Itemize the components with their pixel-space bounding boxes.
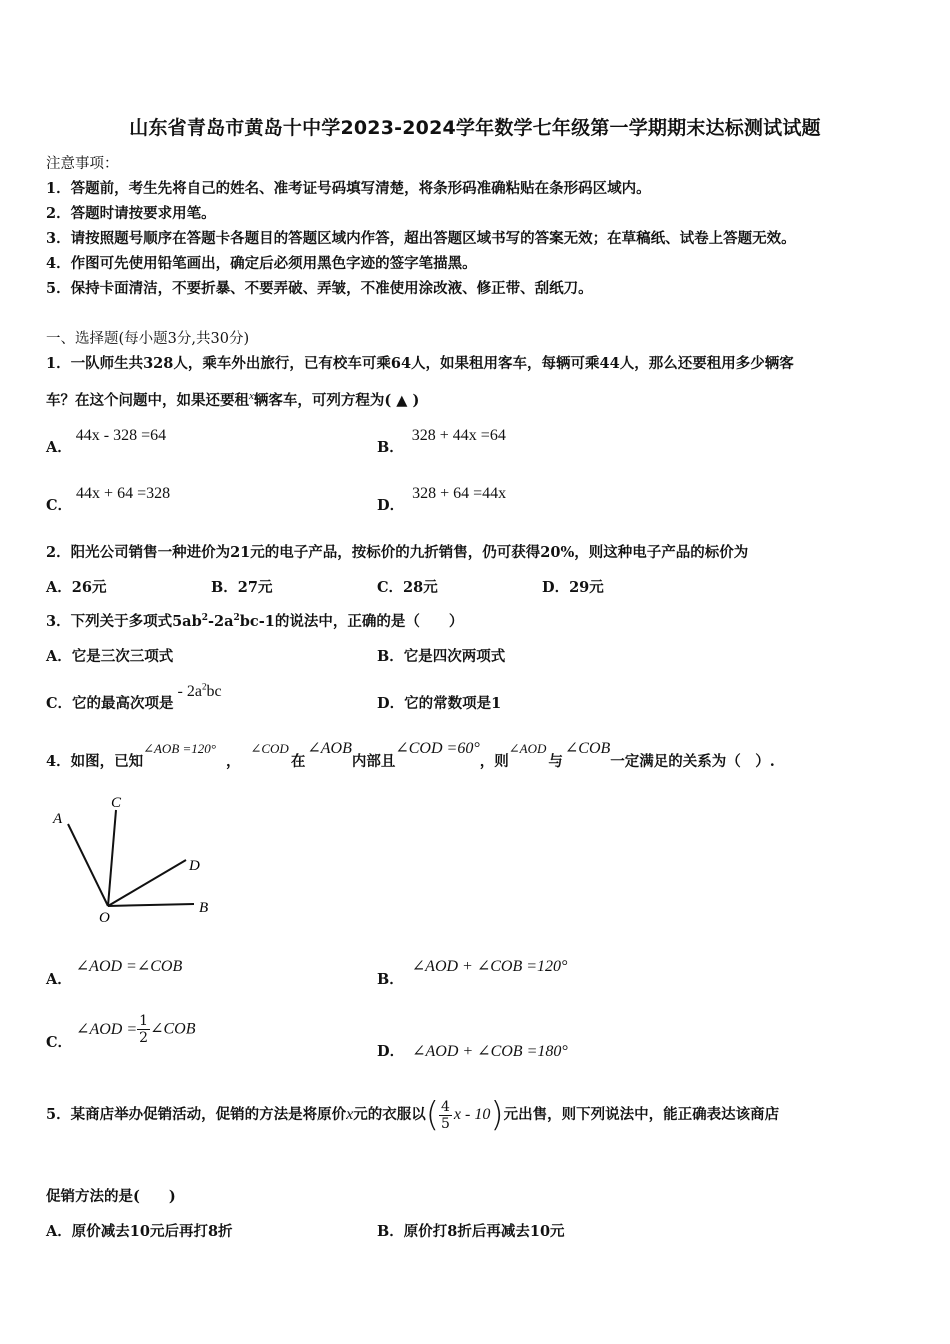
question-4-stem — [46, 737, 775, 770]
q1-var: x — [249, 390, 254, 402]
frac-den: 5 — [440, 1115, 450, 1132]
label-o: O — [99, 910, 110, 925]
option-label: C． — [377, 579, 404, 596]
notice-item: 5．保持卡面清洁，不要折暴、不要弄破、弄皱，不准使用涂改液、修正带、刮纸刀。 — [46, 280, 593, 297]
q5-var: x — [346, 1106, 354, 1123]
q4-text: 一定满足的关系为（ ）. — [610, 753, 775, 770]
q3-option-c[interactable] — [46, 680, 222, 712]
q4-option-a[interactable] — [46, 955, 183, 988]
q5-text: 5．某商店举办促销活动，促销的方法是将原价 — [46, 1106, 347, 1123]
option-text: 27元 — [237, 579, 273, 596]
frac-den: 2 — [139, 1030, 149, 1046]
option-expr: 44x + 64 =328 — [76, 485, 171, 502]
option-label: B． — [377, 1223, 404, 1240]
q4-text: 与 — [548, 753, 563, 770]
q4-math: ∠COD =60° — [395, 740, 480, 757]
option-label: D． — [542, 579, 570, 596]
label-a: A — [53, 811, 63, 827]
expr-part: bc — [206, 683, 222, 700]
option-text: 它的最高次项是 — [72, 695, 174, 712]
option-text: 原价打8折后再减去10元 — [403, 1223, 565, 1240]
option-text: 原价减去10元后再打8折 — [71, 1223, 233, 1240]
option-label: B． — [211, 579, 238, 596]
option-expr: 44x - 328 =64 — [75, 427, 167, 444]
q4-math: ∠COB — [564, 740, 611, 757]
question-1-stem-cont — [46, 389, 419, 410]
ray-ob — [108, 904, 194, 906]
q3-option-b[interactable] — [377, 645, 505, 666]
q1-text-b: 辆客车，可列方程为( ▲ ) — [253, 392, 420, 409]
q4-text: 4．如图，已知 — [46, 753, 144, 770]
option-expr: ∠COB — [150, 1020, 196, 1038]
frac-num: 4 — [440, 1098, 450, 1115]
q4-text: ， — [225, 753, 241, 770]
option-text: 29元 — [569, 579, 604, 596]
option-expr: ∠AOD + ∠COB =120° — [411, 958, 568, 975]
expr-sup: 2 — [201, 681, 207, 692]
q5-expr: x - 10 — [453, 1106, 491, 1123]
notice-item: 4．作图可先使用铅笔画出，确定后必须用黑色字迹的签字笔描黑。 — [46, 255, 477, 272]
q3-sup-2: 2 — [233, 613, 240, 624]
q3-text-c: bc-1的说法中，正确的是（ ） — [239, 613, 464, 630]
q3-text-a: 3．下列关于多项式5ab — [46, 613, 202, 630]
option-label: D． — [377, 1043, 405, 1060]
angle-figure — [46, 790, 226, 925]
option-label: B． — [377, 971, 404, 988]
option-label: A． — [46, 1223, 72, 1240]
q4-math: ∠AOB — [307, 740, 352, 757]
q3-option-a[interactable] — [46, 645, 173, 666]
right-paren: ) — [490, 1095, 504, 1135]
q2-option-d[interactable] — [542, 576, 604, 597]
option-expr: 328 + 64 =44x — [412, 485, 507, 502]
label-d: D — [189, 858, 200, 874]
page-title: 山东省青岛市黄岛十中学2023-2024学年数学七年级第一学期期末达标测试试题 — [129, 117, 821, 139]
question-3-stem — [46, 610, 463, 631]
option-expr: ∠AOD =∠COB — [75, 958, 183, 975]
option-label: C． — [46, 695, 73, 712]
q1-option-a[interactable] — [46, 424, 167, 456]
notice-heading: 注意事项： — [46, 156, 119, 172]
question-2-stem: 2．阳光公司销售一种进价为21元的电子产品，按标价的九折销售，仍可获得20%，则这种电子产品的标价为 — [46, 544, 749, 561]
fraction — [137, 1013, 150, 1046]
option-label: D． — [377, 497, 405, 514]
q1-option-b[interactable] — [377, 424, 506, 456]
option-label: A． — [46, 439, 72, 456]
option-text: 它是四次两项式 — [403, 648, 506, 665]
fraction — [439, 1099, 452, 1132]
q5-text: 元出售，则下列说法中，能正确表达该商店 — [503, 1106, 780, 1123]
ray-oc — [108, 810, 116, 906]
question-5-stem-cont: 促销方法的是( ) — [46, 1188, 176, 1205]
q4-math: ∠AOD — [508, 741, 547, 756]
option-label: C． — [46, 1033, 73, 1051]
q4-option-b[interactable] — [377, 955, 568, 988]
q1-option-c[interactable] — [46, 482, 171, 514]
q2-option-a[interactable] — [46, 576, 106, 597]
q3-option-d[interactable] — [377, 692, 501, 713]
option-expr — [178, 683, 222, 700]
label-c: C — [111, 795, 122, 811]
option-label: B． — [377, 439, 404, 456]
option-label: B． — [377, 648, 404, 665]
q4-text: 内部且 — [351, 753, 396, 770]
q4-option-c[interactable] — [46, 1013, 196, 1051]
q4-option-d[interactable] — [377, 1040, 568, 1061]
option-label: A． — [46, 971, 72, 988]
notice-item: 3．请按照题号顺序在答题卡各题目的答题区域内作答，超出答题区域书写的答案无效；在草稿纸、试卷上答题无效。 — [46, 230, 796, 247]
option-expr: ∠AOD + ∠COB =180° — [412, 1043, 568, 1060]
section-heading: 一、选择题(每小题3分,共30分) — [46, 331, 250, 347]
option-expr: ∠AOD = — [76, 1020, 138, 1038]
option-text: 26元 — [71, 579, 107, 596]
option-label: A． — [46, 648, 72, 665]
q5-option-b[interactable] — [377, 1220, 565, 1241]
frac-num: 1 — [139, 1013, 149, 1029]
q1-option-d[interactable] — [377, 482, 507, 514]
q4-text: 在 — [290, 753, 306, 770]
ray-oa — [68, 824, 108, 906]
q1-text-a: 车？在这个问题中，如果还要租 — [46, 392, 249, 409]
q5-text: 元的衣服以 — [353, 1106, 426, 1123]
q3-sup-1: 2 — [201, 613, 208, 624]
q2-option-c[interactable] — [377, 576, 438, 597]
option-text: 它的常数项是1 — [404, 695, 502, 712]
q5-option-a[interactable] — [46, 1220, 233, 1241]
notice-item: 2．答题时请按要求用笔。 — [46, 205, 216, 222]
q4-text: ，则 — [479, 753, 509, 770]
question-5-stem — [46, 1095, 780, 1135]
question-1-stem: 1．一队师生共328人，乘车外出旅行，已有校车可乘64人，如果租用客车，每辆可乘44人，那么还要租用多少辆客 — [46, 355, 794, 372]
option-text: 它是三次三项式 — [71, 648, 174, 665]
expr-part: - 2a — [177, 683, 202, 700]
q2-option-b[interactable] — [211, 576, 272, 597]
option-text: 28元 — [403, 579, 438, 596]
option-label: A． — [46, 579, 72, 596]
option-label: C． — [46, 497, 73, 514]
label-b: B — [199, 900, 209, 916]
ray-od — [108, 860, 186, 906]
notice-item: 1．答题前，考生先将自己的姓名、准考证号码填写清楚，将条形码准确粘贴在条形码区域内。 — [46, 180, 651, 197]
q4-math: ∠COD — [250, 741, 289, 756]
option-expr: 328 + 44x =64 — [411, 427, 506, 444]
q4-math: ∠AOB =120° — [143, 741, 216, 756]
q3-text-b: -2a — [207, 613, 234, 630]
left-paren: ( — [425, 1095, 439, 1135]
option-label: D． — [377, 695, 405, 712]
